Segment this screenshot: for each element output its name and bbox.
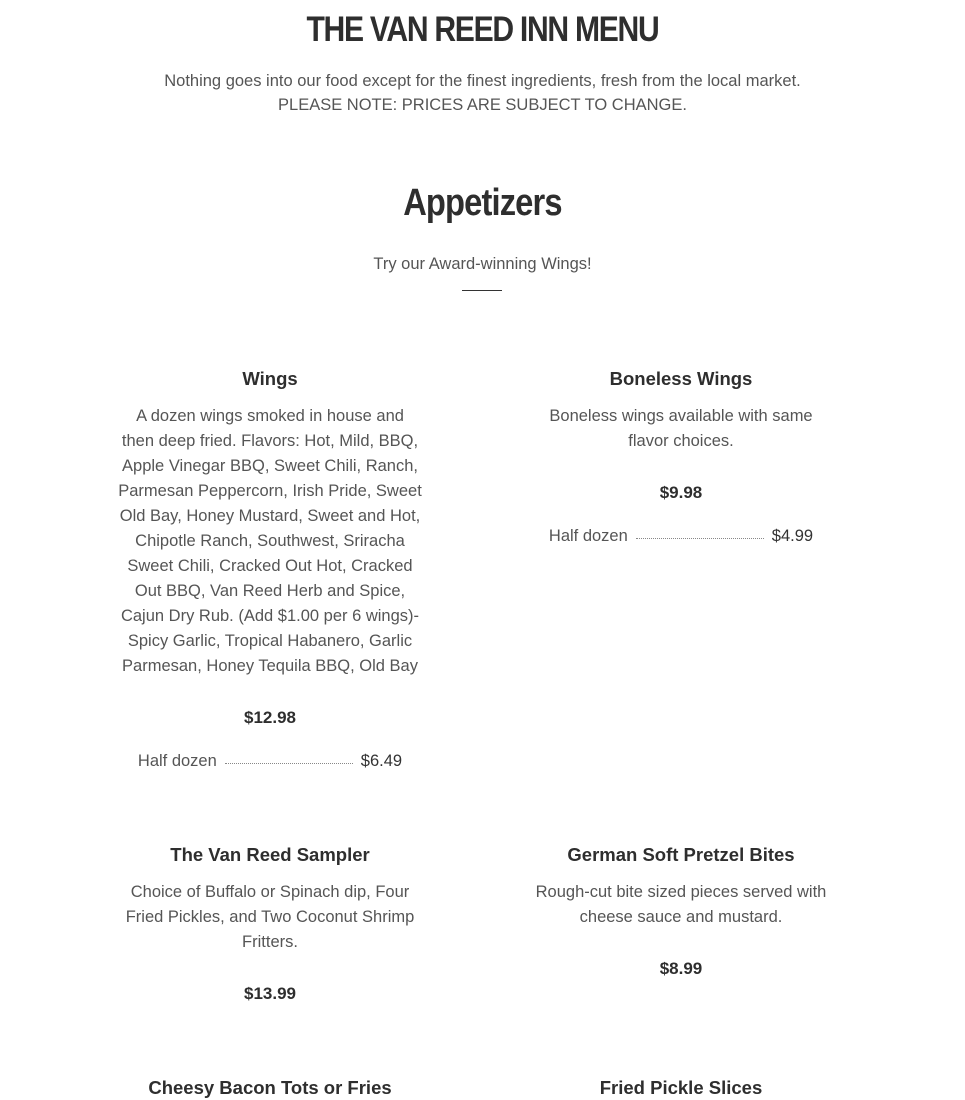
item-description: A dozen wings smoked in house and then deep fried. Flavors: Hot, Mild, BBQ, Apple Vinegar BBQ, Sweet Chili, Ranch, Parmesan Peppercorn, Irish Pride, Sweet Old Bay, Honey Mustard, Sweet and Hot, Chipotle Ranch, Southwest, Sriracha Sweet Chili, Cracked Out Hot, Cracked Out BBQ, Van Reed Herb and Spice, Cajun Dry Rub. (Add $1.00 per 6 wings)- Spicy Garlic, Tropical Habanero, Garlic Parmesan, Honey Tequila BBQ, Old Bay xyxy=(118,407,422,675)
section-title: Appetizers xyxy=(403,182,562,224)
item-price: $13.99 xyxy=(244,984,296,1003)
item-price: $12.98 xyxy=(244,708,296,727)
item-description: Choice of Buffalo or Spinach dip, Four Fried Pickles, and Two Coconut Shrimp Fritters. xyxy=(125,883,415,951)
item-name: Wings xyxy=(242,368,298,389)
variant-dot-leader xyxy=(225,763,353,764)
section-subtitle: Try our Award-winning Wings! xyxy=(373,255,592,273)
menu-item-wings xyxy=(118,367,422,773)
variant-label: Half dozen xyxy=(137,752,217,770)
item-name: German Soft Pretzel Bites xyxy=(567,844,795,865)
variant-price: $6.49 xyxy=(360,752,403,770)
variant-price: $4.99 xyxy=(771,527,814,545)
item-name: The Van Reed Sampler xyxy=(170,844,370,865)
menu-item-boneless-wings xyxy=(530,367,832,548)
page-title: THE VAN REED INN MENU xyxy=(306,10,659,49)
item-name: Cheesy Bacon Tots or Fries xyxy=(148,1077,392,1098)
menu-item-fried-pickle-slices xyxy=(530,1076,832,1100)
menu-item-van-reed-sampler xyxy=(118,843,422,1006)
item-description: Rough-cut bite sized pieces served with cheese sauce and mustard. xyxy=(535,883,827,926)
menu-intro: Nothing goes into our food except for the finest ingredients, fresh from the local market. PLEASE NOTE: PRICES ARE SUBJECT TO CHANGE. xyxy=(164,72,801,114)
item-description: Boneless wings available with same flavor choices. xyxy=(549,407,813,450)
item-variant-half-dozen xyxy=(118,749,422,773)
menu-item-cheesy-bacon-tots xyxy=(118,1076,422,1100)
item-variant-half-dozen xyxy=(530,524,832,548)
menu-item-pretzel-bites xyxy=(530,843,832,981)
item-name: Boneless Wings xyxy=(609,368,753,389)
item-price: $8.99 xyxy=(659,959,703,978)
variant-label: Half dozen xyxy=(548,527,628,545)
variant-dot-leader xyxy=(636,538,764,539)
item-name: Fried Pickle Slices xyxy=(599,1077,763,1098)
item-price: $9.98 xyxy=(659,483,703,502)
section-divider xyxy=(462,290,502,291)
